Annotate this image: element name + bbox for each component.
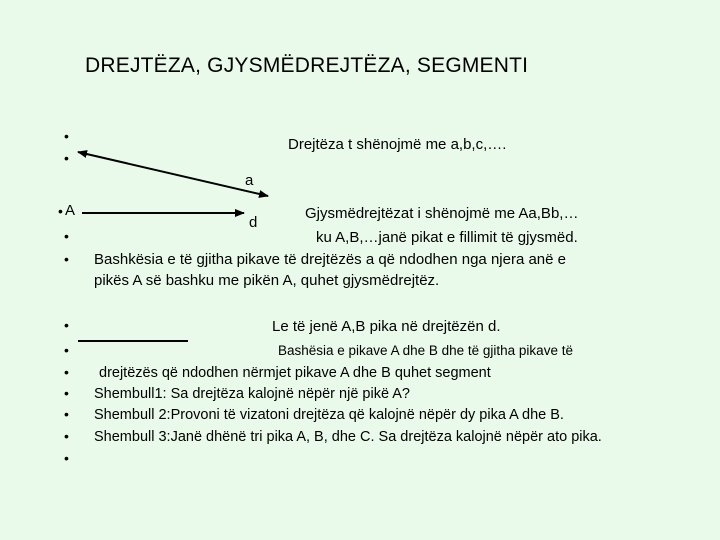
bullet: • bbox=[58, 203, 63, 219]
bullet: • bbox=[64, 428, 69, 444]
point-a-label: A bbox=[65, 202, 76, 219]
bullet: • bbox=[64, 150, 69, 166]
bullet: • bbox=[64, 342, 69, 358]
half-line-text-4: pikës A së bashku me pikën A, quhet gjysmëdrejtëz. bbox=[94, 272, 440, 289]
bullet: • bbox=[64, 385, 69, 401]
bullet: • bbox=[64, 406, 69, 422]
bullet: • bbox=[64, 317, 69, 333]
bullet: • bbox=[64, 364, 69, 380]
half-line-text-2: ku A,B,…janë pikat e fillimit të gjysmëd. bbox=[316, 229, 578, 246]
bullet: • bbox=[64, 128, 69, 144]
example-1: Shembull1: Sa drejtëza kalojnë nëpër një pikë A? bbox=[94, 386, 410, 402]
line-a-label: a bbox=[245, 172, 254, 189]
segment-text-3: drejtëzës që ndodhen nërmjet pikave A dhe B quhet segment bbox=[99, 365, 491, 381]
half-line-text-3: Bashkësia e të gjitha pikave të drejtëzës a që ndodhen nga njera anë e bbox=[94, 251, 567, 268]
example-3: Shembull 3:Janë dhënë tri pika A, B, dhe C. Sa drejtëza kalojnë nëpër ato pika. bbox=[94, 429, 602, 445]
bullet: • bbox=[64, 450, 69, 466]
half-line-text-1: Gjysmëdrejtëzat i shënojmë me Aa,Bb,… bbox=[305, 205, 579, 222]
line-naming-text: Drejtëza t shënojmë me a,b,c,…. bbox=[288, 136, 507, 153]
segment-text-2: Bashësia e pikave A dhe B dhe të gjitha pikave të bbox=[278, 343, 573, 358]
bullet: • bbox=[64, 228, 69, 244]
segment-text-1: Le të jenë A,B pika në drejtëzën d. bbox=[272, 318, 501, 335]
bullet: • bbox=[64, 251, 69, 267]
line-d-label: d bbox=[249, 214, 258, 231]
example-2: Shembull 2:Provoni të vizatoni drejtëza që kalojnë nëpër dy pika A dhe B. bbox=[94, 407, 564, 423]
line-a-arrow bbox=[78, 152, 268, 196]
slide-title: DREJTËZA, GJYSMËDREJTËZA, SEGMENTI bbox=[85, 54, 529, 77]
